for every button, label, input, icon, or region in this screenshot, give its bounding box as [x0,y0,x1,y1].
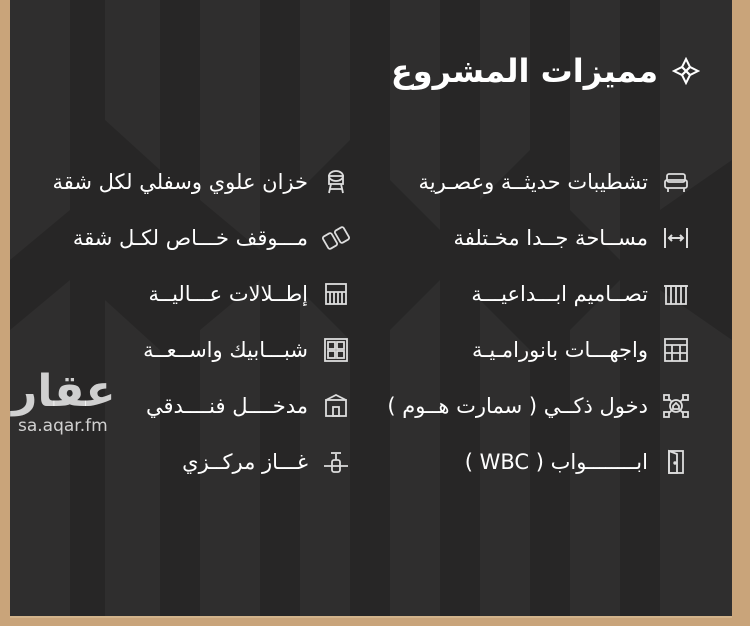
feature-central-gas [182,448,350,476]
feature-label: تشطيبات حديثــة وعصـرية [418,170,648,194]
sofa-icon [662,168,690,196]
feature-panoramic-facades [472,336,690,364]
feature-hotel-entrance [146,392,350,420]
feature-label: مســاحة جــدا مخـتلفة [453,226,648,250]
watermark-brand: عقار [12,366,116,417]
balcony-icon [322,280,350,308]
car-parking-icon [322,224,350,252]
feature-smart-entry [387,392,690,420]
page-title: مميزات المشروع [390,52,658,90]
window-icon [322,336,350,364]
background-pattern [10,0,732,616]
feature-label: مدخــــل فنــــدقي [146,394,308,418]
width-arrows-icon [662,224,690,252]
feature-wide-windows [143,336,350,364]
gas-valve-icon [322,448,350,476]
building-icon [662,280,690,308]
watermark [12,368,116,436]
watermark-url: sa.aqar.fm [18,416,108,436]
feature-modern-finishing [419,168,690,196]
feature-high-views [149,280,351,308]
feature-private-parking [73,224,350,252]
smart-home-icon [662,392,690,420]
facade-icon [662,336,690,364]
features-panel [10,0,732,618]
feature-doors [465,448,690,476]
door-icon [662,448,690,476]
ornament-icon [672,57,700,85]
feature-varied-space [453,224,690,252]
feature-label: شبـــابيك واســعــة [143,338,308,362]
title-row [391,52,700,90]
feature-label: تصــاميم ابـــداعيـــة [471,282,648,306]
feature-label: دخول ذكــي ( سمارت هــوم ) [387,394,648,418]
feature-label: واجهـــات بانورامـيـة [472,338,648,362]
hotel-entrance-icon [322,392,350,420]
feature-label: إطــلالات عـــاليــة [148,282,308,306]
feature-label: خزان علوي وسفلي لكل شقة [52,170,308,194]
feature-label: ابــــــــواب ( WBC ) [464,450,648,474]
feature-creative-designs [471,280,690,308]
feature-water-tank [53,168,351,196]
feature-label: مـــوقف خـــاص لكـل شقة [72,226,308,250]
feature-label: غـــاز مركــزي [182,450,308,474]
water-tank-icon [322,168,350,196]
